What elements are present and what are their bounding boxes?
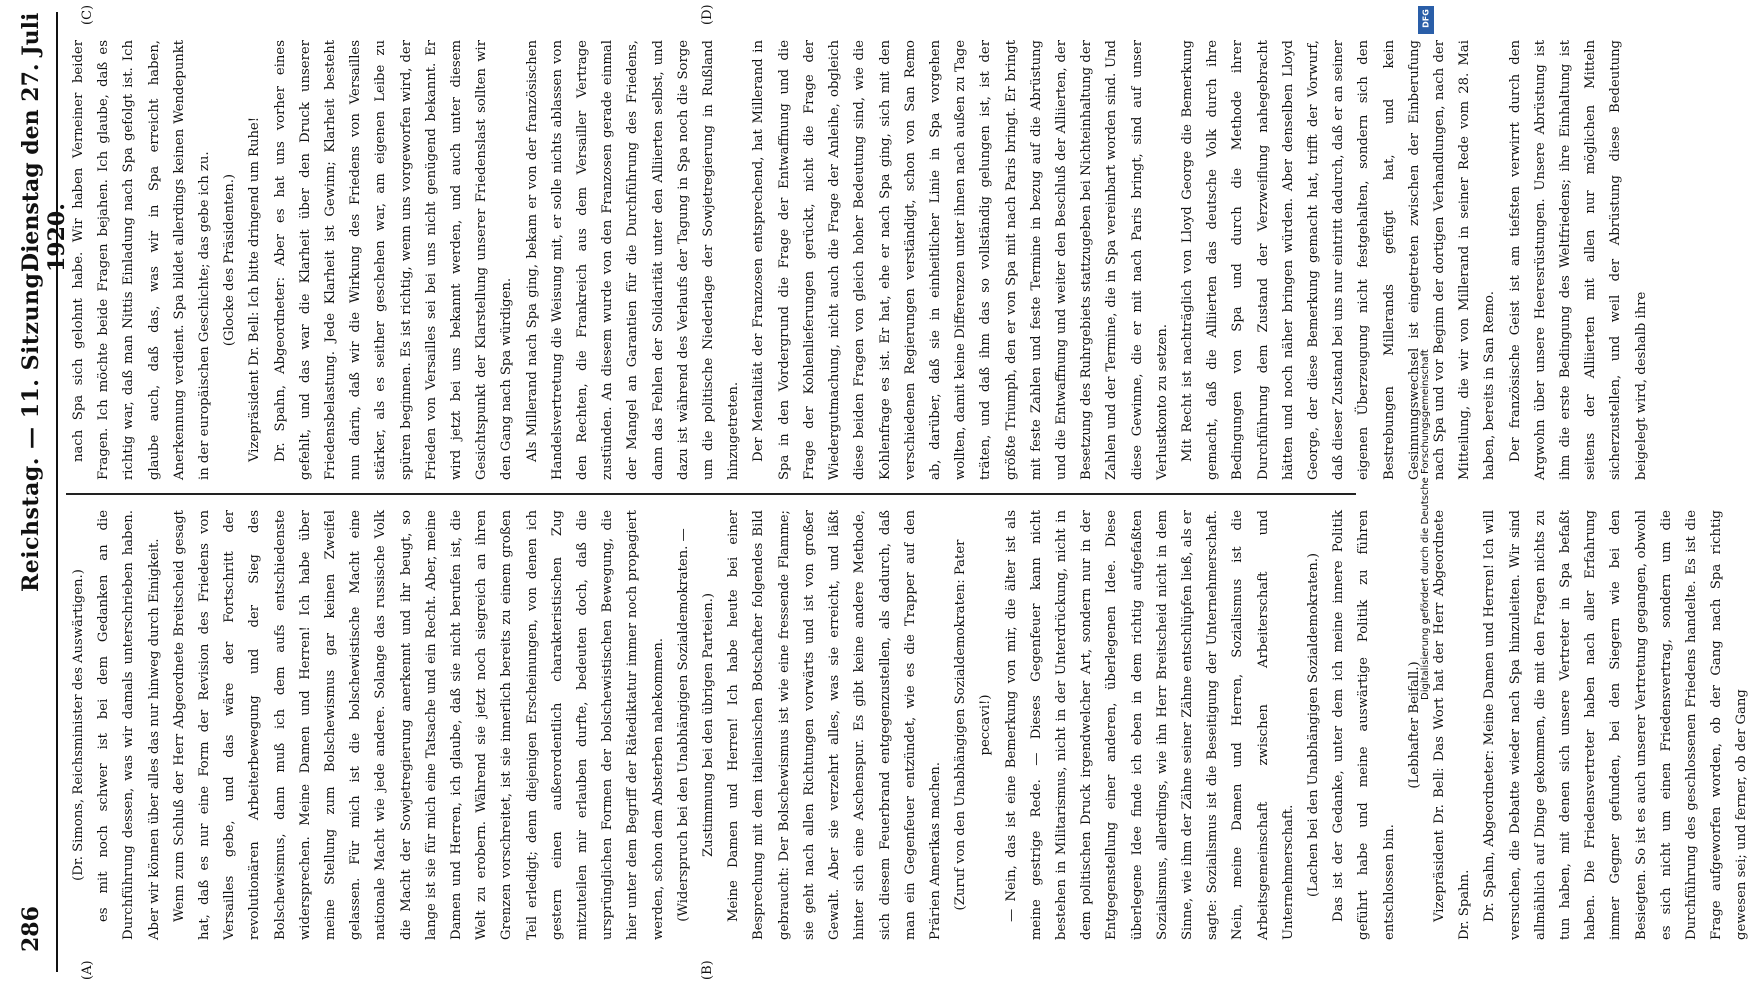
paragraph: Meine Damen und Herren! Ich habe heute bei einer Besprechung mit dem italienischen Botschafter folgendes Bild gebraucht: Der Bolschewismus ist wie eine fressende Flamme; sie geht nach allen Richtungen vorwärts und ist von großer Gewalt. Aber sie verzehrt alles, was sie erreicht, und läßt hinter sich eine Aschenspur. Es gibt keine andere Methode, sich diesem Feuerbrand entgegenzustellen, als dadurch, daß man ein Gegenfeuer entzündet, wie es die Trapper auf den Prärien Amerikas machen. (726, 510, 943, 940)
margin-mark-b: (B) (700, 960, 715, 980)
right-column (66, 40, 1649, 480)
paragraph: es mit noch schwer ist bei dem Gedanken an die Durchführung dessen, was wir damals unterschrieben haben. Aber wir können über alles das nur hinweg durch Einigkeit. (96, 510, 162, 940)
interjection: (Lachen bei den Unabhängigen Sozialdemokraten.) (1305, 552, 1321, 898)
session-title: Reichstag. — 11. Sitzung. (18, 264, 44, 592)
margin-mark-a: (A) (80, 960, 95, 980)
paragraph: Vizepräsident Dr. Bell: Das Wort hat der Herr Abgeordnete Dr. Spahn. (1431, 510, 1473, 940)
paragraph: nach Spa sich gelohnt habe. Wir haben Verneiner beider Fragen. Ich möchte beide Fragen bejahen. Ich glaube, daß es richtig war, daß man Nittis Einladung nach Spa gefolgt ist. Ich glaube auch, daß das, was wir in Spa erreicht haben, Anerkennung verdient. Spa bildet allerdings keinen Wendepunkt in der europäischen Geschichte; das gebe ich zu. (71, 40, 213, 480)
interjection: (Widerspruch bei den Unabhängigen Sozialdemokraten. — Zustimmung bei den übrigen Parteien.) (675, 528, 717, 922)
paragraph: Als Millerand nach Spa ging, bekam er von der französischen Handelsvertretung die Weisung mit, er solle nichts ablassen von den Rechten, die Frankreich aus dem Versailler Vertrage zustünden. An diesem wurde von den Franzosen gerade einmal der Mangel an Garantien für die Durchführung des Friedens, dann das Fehlen der Solidarität unter den Alliierten selbst, und dazu ist während des Verlaufs der Tagung in Spa noch die Sorge um die politische Niederlage der Sowjetregierung in Rußland hinzugetreten. (524, 40, 742, 480)
paragraph: Wenn zum Schluß der Herr Abgeordnete Breitscheid gesagt hat, daß es nur eine Form der Revision des Friedens von Versailles gebe, und das wäre der Fortschritt der revolutionären Arbeiterbewegung und der Sieg des Bolschewismus, dann muß ich dem aufs entschiedenste widersprechen. Meine Damen und Herren! Ich habe über meine Stellung zum Bolschewismus gar keinen Zweifel gelassen. Für mich ist die bolschewistische Macht eine nationale Macht wie jede andere. Solange das russische Volk die Macht der Sowjetregierung anerkennt und ihr beugt, so lange ist sie für mich eine Tatsache und ein Recht. Aber, meine Damen und Herren, ich glaube, daß sie nicht berufen ist, die Welt zu erobern. Während sie jetzt noch siegreich an ihren Grenzen vorschreitet, ist sie innerlich bereits zu einem großen Teil erledigt; denn diejenigen Erscheinungen, von denen ich gestern einen außerordentlich charakteristischen Zug mitzuteilen mir erlauben durfte, bedeuten doch, daß die ursprünglichen Formen der bolschewistischen Bewegung, die hier unter dem Begriff der Rätediktatur immer noch propagiert werden, schon dem Absterben nahekommen. (171, 510, 666, 940)
margin-mark-c: (C) (80, 4, 95, 25)
session-date: Dienstag den 27. Juli 1920. (18, 12, 70, 272)
paragraph: Vizepräsident Dr. Bell: Ich bitte dringend um Ruhe! (247, 116, 263, 462)
margin-mark-d: (D) (700, 4, 715, 25)
page-header (12, 12, 70, 972)
paragraph: Der Mentalität der Franzosen entsprechend, hat Millerand in Spa in den Vordergrund die Frage der Entwaffnung und die Frage der Kohlenlieferungen gerückt, nicht die Frage der Wiedergutmachung, nicht auch die Frage der Anleihe, obgleich diese beiden Fragen von gleich hoher Bedeutung sind, wie die Kohlenfrage es ist. Er hat, ehe er nach Spa ging, sich mit den verschiedenen Regierungen verständigt, schon von San Remo ab, darüber, daß sie in einheitlicher Linie in Spa vorgehen wollten, damit keine Differenzen unter ihnen nach außen zu Tage träten, und daß ihm das so vollständig gelungen ist, ist der größte Triumph, den er von Spa mit nach Paris bringt. Er bringt mit feste Zahlen und feste Termine in bezug auf die Abrüstung und die Entwaffnung und weiter den Beschluß der Alliierten, der Besetzung des Ruhrgebiets stattzugeben bei Nichteinhaltung der Zahlen und der Termine, die in Spa vereinbart worden sind. Und diese Gewinne, die er mit nach Paris bringt, sind auf unser Verlustkonto zu setzen. (751, 40, 1170, 480)
paragraph: Das ist der Gedanke, unter dem ich meine innere Politik geführt habe und meine auswärtige Politik zu führen entschlossen bin. (1331, 510, 1397, 940)
paragraph: Dr. Spahn, Abgeordneter: Aber es hat uns vorher eines gefehlt, und das war die Klarheit über den Druck unserer Friedensbelastung. Jede Klarheit ist Gewinn; Klarheit besteht nun darin, daß wir die Wirkung des Friedens von Versailles stärker, als es seither geschehen war, am eigenen Leibe zu spüren beginnen. Es ist richtig, wenn uns vorgeworfen wird, der Frieden von Versailles sei bei uns nicht genügend bekannt. Er wird jetzt bei uns bekannt werden, und auch unter diesem Gesichtspunkt der Klarstellung unserer Friedenslast sollten wir den Gang nach Spa würdigen. (272, 40, 515, 480)
interjection: (Glocke des Präsidenten.) (222, 173, 238, 347)
interjection: (Lebhafter Beifall.) (1406, 661, 1422, 789)
dfg-logo-text: DFG (1421, 9, 1431, 28)
paragraph: — Nein, das ist eine Bemerkung von mir, die älter ist als meine gestrige Rede. — Dieses Gegenfeuer kann nicht bestehen in Militarismus, nicht in der Unterdrückung, nicht in dem politischen Druck irgendwelcher Art, sondern nur in der Entgegenstellung einer anderen, überlegenen Idee. Diese überlegene Idee finde ich eben in dem richtig aufgefaßten Sozialismus, allerdings, wie ihn Herr Breitscheid nicht in dem Sinne, wie ihm der Zähne seiner Zähne entschlüpfen ließ, als er sagte: Sozialismus ist die Beseitigung der Unternehmerschaft. Nein, meine Damen und Herren, Sozialismus ist die Arbeitsgemeinschaft zwischen Arbeiterschaft und Unternehmerschaft. (1003, 510, 1296, 940)
header-rule (56, 12, 58, 972)
paragraph: Dr. Spahn, Abgeordneter: Meine Damen und Herren! Ich will versuchen, die Debatte wieder nach Spa hinzuleiten. Wir sind allmählich auf Dinge gekommen, die mit den Fragen nichts zu tun haben, mit denen sich unsere Vertreter in Spa befaßt haben. Die Friedensvertreter haben nach aller Erfahrung immer Gegner gefunden, bei den Siegern wie bei den Besiegten. So ist es auch unserer Vertretung gegangen, obwohl es sich nicht um einen Friedensvertrag, sondern um die Durchführung des geschlossenen Friedens handelte. Es ist die Frage aufgeworfen worden, ob der Gang nach Spa richtig gewesen sei; und ferner, ob der Gang (1482, 510, 1750, 940)
dfg-logo (1418, 6, 1434, 34)
interjection: (Zuruf von den Unabhängigen Sozialdemokraten: Pater peccavi!) (953, 539, 994, 911)
paragraph: Mit Recht ist nachträglich von Lloyd George die Bemerkung gemacht, daß die Alliierten das deutsche Volk durch ihre Bedingungen von Spa und durch die Methode ihrer Durchführung dem Zustand der Verzweiflung nahegebracht hätten und noch näher bringen würden. Aber denselben Lloyd George, der diese Bemerkung gemacht hat, trifft der Vorwurf, daß dieser Zustand bei uns nur eintritt dadurch, daß er an seiner eigenen Überzeugung nicht festgehalten, sondern sich den Bestrebungen Millerands gefügt hat, und kein Gesinnungswechsel ist eingetreten zwischen der Einberufung nach Spa und vor Beginn der dortigen Verhandlungen, nach der Mitteilung, die wir von Millerand in seiner Rede vom 28. Mai haben, bereits in San Remo. (1179, 40, 1498, 480)
paragraph: Der französische Geist ist am tiefsten verwirrt durch den Argwohn über unsere Heeresrüstungen. Unsere Abrüstung ist ihm die erste Bedingung des Weltfriedens; ihre Einhaltung ist seitens der Alliierten mit allen nur möglichen Mitteln sicherzustellen, und weil der Abrüstung diese Bedeutung beigelegt wird, deshalb ihre (1507, 40, 1649, 480)
page-number: 286 (18, 906, 44, 952)
digitization-credit-text: Digitalisierung gefördert durch die Deutsche Forschungsgemeinschaft (1420, 349, 1431, 700)
speaker-note: (Dr. Simons, Reichsminister des Auswärtigen.) (71, 569, 86, 881)
digitization-credit (1418, 0, 1434, 1000)
column-divider (66, 493, 1356, 495)
